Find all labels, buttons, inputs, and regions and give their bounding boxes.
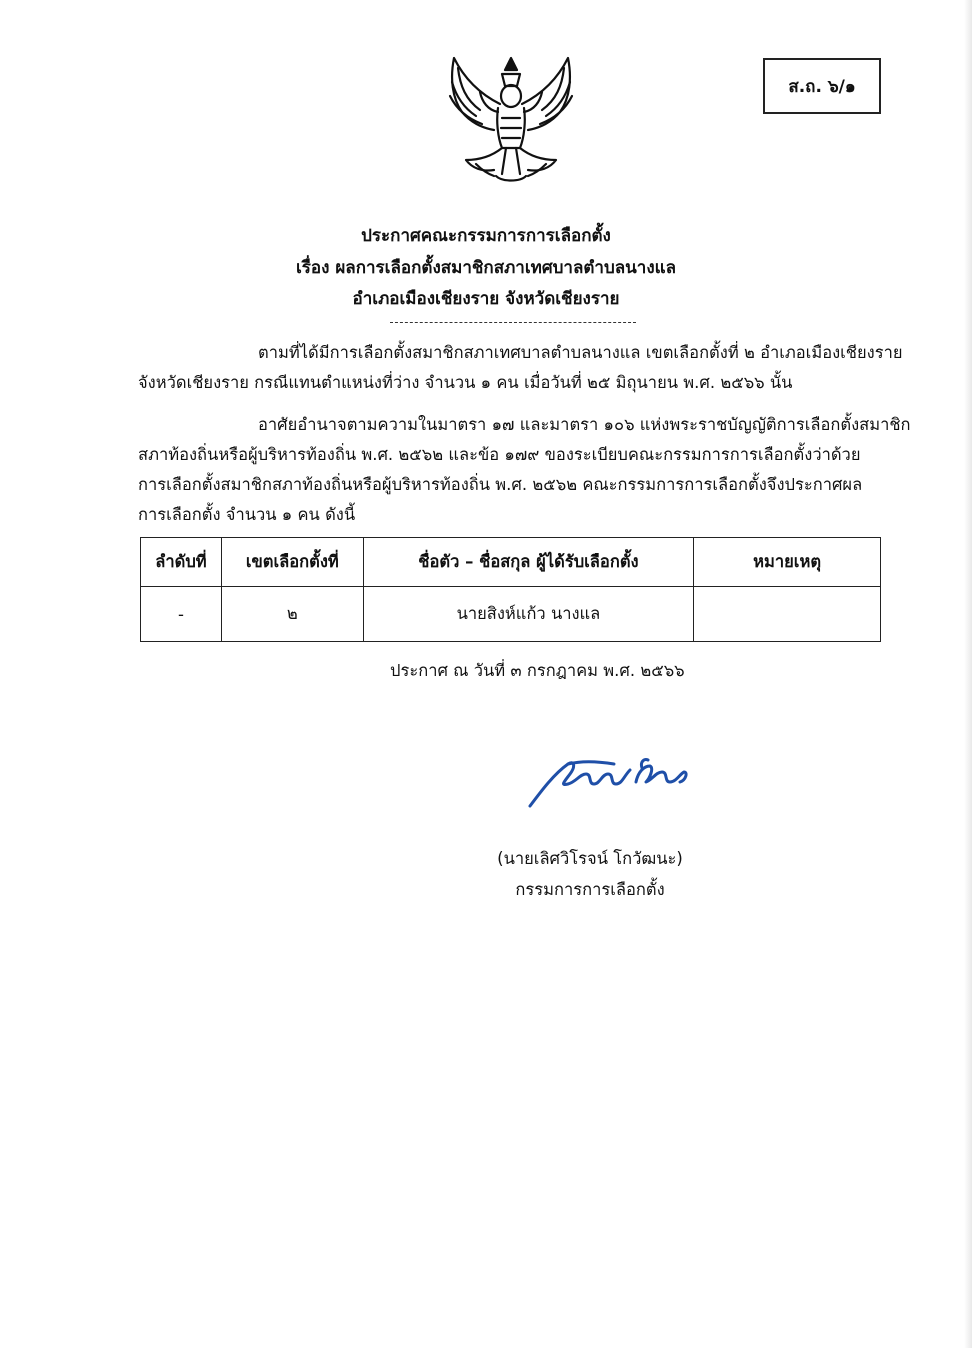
heading-divider	[390, 322, 636, 323]
cell-district: ๒	[221, 587, 363, 642]
signer-title: กรรมการการเลือกตั้ง	[515, 880, 665, 899]
column-header-order: ลำดับที่	[141, 538, 222, 587]
paragraph-line: การเลือกตั้ง จำนวน ๑ คน ดังนี้	[138, 505, 356, 524]
column-header-remarks: หมายเหตุ	[694, 538, 881, 587]
cell-elected-name: นายสิงห์แก้ว นางแล	[363, 587, 693, 642]
garuda-emblem-icon	[436, 52, 586, 188]
paragraph-authority	[138, 410, 911, 530]
announcement-title: ประกาศคณะกรรมการการเลือกตั้ง	[361, 226, 611, 246]
signer-name: (นายเลิศวิโรจน์ โกวัฒนะ)	[497, 849, 683, 868]
paragraph-line: การเลือกตั้งสมาชิกสภาท้องถิ่นหรือผู้บริหารท้องถิ่น พ.ศ. ๒๕๖๒ คณะกรรมการการเลือกตั้งจึงประกาศผล	[138, 475, 863, 494]
paragraph-line: สภาท้องถิ่นหรือผู้บริหารท้องถิ่น พ.ศ. ๒๕๖๒ และข้อ ๑๗๙ ของระเบียบคณะกรรมการการเลือกตั้งว่าด้วย	[138, 445, 861, 464]
paragraph-line: ตามที่ได้มีการเลือกตั้งสมาชิกสภาเทศบาลตำบลนางแล เขตเลือกตั้งที่ ๒ อำเภอเมืองเชียงราย	[258, 343, 903, 362]
column-header-district: เขตเลือกตั้งที่	[221, 538, 363, 587]
announcement-subject: เรื่อง ผลการเลือกตั้งสมาชิกสภาเทศบาลตำบลนางแล	[295, 258, 677, 278]
scan-edge-shadow	[964, 0, 972, 1348]
paragraph-background	[138, 338, 903, 398]
paragraph-line: อาศัยอำนาจตามความในมาตรา ๑๗ และมาตรา ๑๐๖ แห่งพระราชบัญญัติการเลือกตั้งสมาชิก	[258, 415, 911, 434]
announcement-location: อำเภอเมืองเชียงราย จังหวัดเชียงราย	[352, 289, 620, 309]
column-header-elected-name: ชื่อตัว – ชื่อสกุล ผู้ได้รับเลือกตั้ง	[363, 538, 693, 587]
election-results-table	[140, 537, 881, 642]
paragraph-line: จังหวัดเชียงราย กรณีแทนตำแหน่งที่ว่าง จำนวน ๑ คน เมื่อวันที่ ๒๕ มิถุนายน พ.ศ. ๒๕๖๖ นั้น	[138, 373, 793, 392]
signature-image	[524, 752, 694, 814]
table-header-row	[141, 538, 881, 587]
form-code: ส.ถ. ๖/๑	[788, 76, 856, 97]
table-row	[141, 587, 881, 642]
cell-order: -	[141, 587, 222, 642]
announcement-date: ประกาศ ณ วันที่ ๓ กรกฎาคม พ.ศ. ๒๕๖๖	[390, 661, 685, 680]
form-code-box	[763, 58, 881, 114]
cell-remarks	[694, 587, 881, 642]
